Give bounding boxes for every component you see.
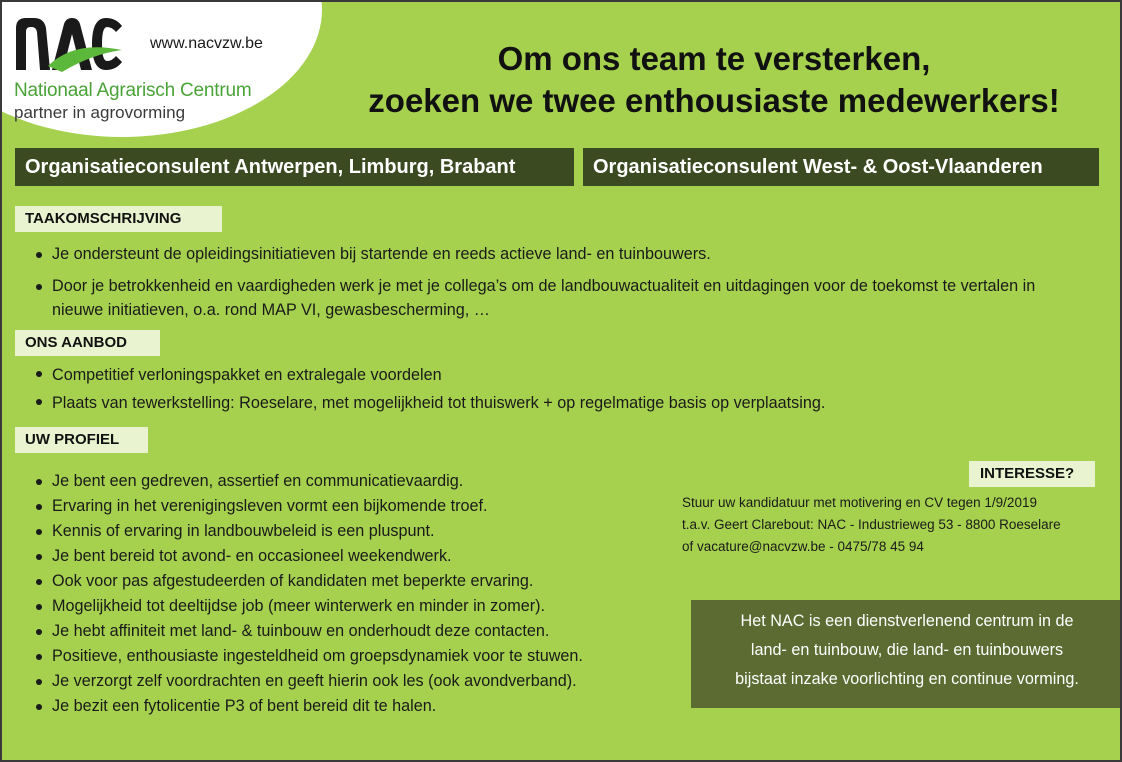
list-item: Je bent bereid tot avond- en occasioneel weekendwerk. (32, 544, 702, 569)
list-item: Je verzorgt zelf voordrachten en geeft hierin ook les (ook avondverband). (32, 669, 702, 694)
list-item: Mogelijkheid tot deeltijdse job (meer winterwerk en minder in zomer). (32, 594, 702, 619)
headline-line-2: zoeken we twee enthousiaste medewerkers! (368, 82, 1060, 119)
section-label-taakomschrijving: TAAKOMSCHRIJVING (15, 206, 222, 232)
list-item: Positieve, enthousiaste ingesteldheid om groepsdynamiek voor te stuwen. (32, 644, 702, 669)
aanbod-list (32, 361, 1032, 417)
section-label-uw-profiel: UW PROFIEL (15, 427, 148, 453)
list-item: Competitief verloningspakket en extralegale voordelen (32, 361, 1032, 389)
list-item: Je bezit een fytolicentie P3 of bent bereid dit te halen. (32, 694, 702, 719)
logo-organisation-name: Nationaal Agrarisch Centrum (14, 80, 252, 101)
list-item: Door je betrokkenheid en vaardigheden werk je met je collega’s om de landbouwactualiteit en uitdagingen voor de toekomst te vertalen in nieuwe initiatieven, o.a. rond MAP VI, gewasbescherming, … (32, 274, 1042, 322)
job-title-antwerpen-limburg-brabant: Organisatieconsulent Antwerpen, Limburg, Brabant (15, 148, 574, 186)
section-label-interesse: INTERESSE? (969, 461, 1095, 487)
about-line: Het NAC is een dienstverlenend centrum in de (740, 612, 1074, 630)
section-label-ons-aanbod: ONS AANBOD (15, 330, 160, 356)
website-link[interactable]: www.nacvzw.be (150, 35, 263, 52)
list-item: Ervaring in het verenigingsleven vormt een bijkomende troef. (32, 494, 702, 519)
taak-list (32, 242, 1042, 330)
about-line: land- en tuinbouw, die land- en tuinbouwers (750, 641, 1064, 659)
list-item: Ook voor pas afgestudeerden of kandidaten met beperkte ervaring. (32, 569, 702, 594)
about-line: bijstaat inzake voorlichting en continue vorming. (735, 670, 1079, 688)
logo-tagline: partner in agrovorming (14, 103, 186, 122)
about-nac-box (691, 600, 1122, 708)
profiel-list (32, 469, 702, 719)
list-item: Je hebt affiniteit met land- & tuinbouw en onderhoudt deze contacten. (32, 619, 702, 644)
application-instructions (682, 492, 1112, 558)
application-email-phone-line[interactable]: of vacature@nacvzw.be - 0475/78 45 94 (682, 539, 924, 554)
list-item: Plaats van tewerkstelling: Roeselare, met mogelijkheid tot thuiswerk + op regelmatige basis op verplaatsing. (32, 389, 1032, 417)
application-line: Stuur uw kandidatuur met motivering en CV tegen 1/9/2019 (682, 495, 1037, 510)
application-contact-line: t.a.v. Geert Clarebout: NAC - Industrieweg 53 - 8800 Roeselare (682, 517, 1061, 532)
nac-logo (12, 14, 127, 74)
list-item: Je ondersteunt de opleidingsinitiatieven bij startende en reeds actieve land- en tuinbouwers. (32, 242, 1042, 266)
headline-line-1: Om ons team te versterken, (497, 40, 931, 77)
list-item: Je bent een gedreven, assertief en communicatievaardig. (32, 469, 702, 494)
list-item: Kennis of ervaring in landbouwbeleid is een pluspunt. (32, 519, 702, 544)
job-title-west-oost-vlaanderen: Organisatieconsulent West- & Oost-Vlaanderen (583, 148, 1099, 186)
headline (324, 38, 1104, 122)
